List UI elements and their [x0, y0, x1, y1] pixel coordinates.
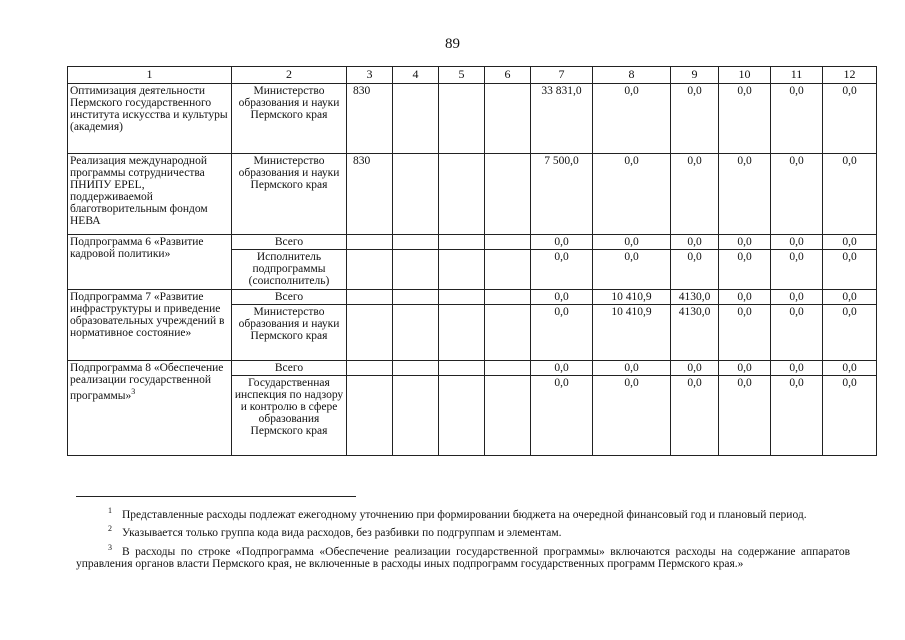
empty-cell: [347, 235, 393, 250]
value-cell: 0,0: [771, 376, 823, 456]
value-cell: 0,0: [771, 154, 823, 235]
footnote-number: 3: [108, 542, 112, 552]
value-cell: 0,0: [823, 361, 877, 376]
table-row: [68, 154, 877, 235]
empty-cell: [393, 361, 439, 376]
empty-cell: [439, 235, 485, 250]
footnote-text: Представленные расходы подлежат ежегодному уточнению при формировании бюджета на очередной финансовый год и плановый период.: [122, 508, 807, 521]
column-header: 11: [771, 67, 823, 84]
empty-cell: [393, 305, 439, 361]
executor: Министерство образования и науки Пермского края: [232, 84, 347, 154]
empty-cell: [393, 376, 439, 456]
code-cell: 830: [347, 154, 393, 235]
value-cell: 4130,0: [671, 305, 719, 361]
empty-cell: [393, 250, 439, 290]
empty-cell: [393, 154, 439, 235]
column-header: 7: [531, 67, 593, 84]
program-name: Оптимизация деятельности Пермского государственного института искусства и культуры (академия): [68, 84, 232, 154]
value-cell: 0,0: [593, 250, 671, 290]
column-header: 2: [232, 67, 347, 84]
page-number: 89: [445, 36, 460, 52]
table-row: [68, 235, 877, 250]
executor: Министерство образования и науки Пермского края: [232, 154, 347, 235]
value-cell: 0,0: [719, 250, 771, 290]
value-cell: 7 500,0: [531, 154, 593, 235]
value-cell: 0,0: [719, 361, 771, 376]
empty-cell: [439, 250, 485, 290]
executor: Всего: [232, 235, 347, 250]
executor: Всего: [232, 290, 347, 305]
empty-cell: [485, 376, 531, 456]
value-cell: 0,0: [771, 84, 823, 154]
empty-cell: [393, 235, 439, 250]
value-cell: 0,0: [671, 84, 719, 154]
value-cell: 0,0: [531, 235, 593, 250]
subprogram-name: Подпрограмма 6 «Развитие кадровой политики»: [68, 235, 232, 290]
empty-cell: [485, 154, 531, 235]
empty-cell: [347, 376, 393, 456]
value-cell: 0,0: [719, 290, 771, 305]
value-cell: 0,0: [771, 250, 823, 290]
value-cell: 0,0: [531, 305, 593, 361]
value-cell: 0,0: [771, 305, 823, 361]
value-cell: 0,0: [771, 290, 823, 305]
value-cell: 0,0: [671, 235, 719, 250]
footnote-text: В расходы по строке «Подпрограмма «Обеспечение реализации государственной программы» включаются расходы на содержание аппаратов управления органов власти Пермского края, не включенные в расходы иных подпрограмм государственных программ Пермского края.»: [76, 545, 850, 570]
value-cell: 0,0: [593, 235, 671, 250]
value-cell: 4130,0: [671, 290, 719, 305]
empty-cell: [485, 250, 531, 290]
column-header: 8: [593, 67, 671, 84]
value-cell: 0,0: [823, 376, 877, 456]
code-cell: 830: [347, 84, 393, 154]
value-cell: 0,0: [719, 376, 771, 456]
value-cell: 0,0: [823, 235, 877, 250]
value-cell: 0,0: [593, 361, 671, 376]
value-cell: 0,0: [771, 235, 823, 250]
empty-cell: [439, 290, 485, 305]
footnote-text: Указывается только группа кода вида расходов, без разбивки по подгруппам и элементам.: [122, 527, 562, 540]
subprogram-name: Подпрограмма 7 «Развитие инфраструктуры и приведение образовательных учреждений в нормативное состояние»: [68, 290, 232, 361]
footnote-ref: 3: [131, 387, 136, 396]
value-cell: 0,0: [823, 154, 877, 235]
value-cell: 0,0: [593, 84, 671, 154]
empty-cell: [439, 376, 485, 456]
value-cell: 0,0: [719, 235, 771, 250]
value-cell: 0,0: [823, 250, 877, 290]
column-header: 1: [68, 67, 232, 84]
value-cell: 0,0: [771, 361, 823, 376]
value-cell: 0,0: [531, 361, 593, 376]
footnote: [76, 505, 850, 521]
empty-cell: [485, 235, 531, 250]
value-cell: 0,0: [593, 154, 671, 235]
executor: Всего: [232, 361, 347, 376]
column-header: 9: [671, 67, 719, 84]
empty-cell: [393, 84, 439, 154]
subprogram-name: Подпрограмма 8 «Обеспечение реализации государственной программы»$^3$: [68, 361, 232, 456]
empty-cell: [439, 154, 485, 235]
value-cell: 33 831,0: [531, 84, 593, 154]
value-cell: 0,0: [719, 84, 771, 154]
empty-cell: [347, 250, 393, 290]
value-cell: 0,0: [671, 154, 719, 235]
value-cell: 0,0: [823, 290, 877, 305]
footnote: [76, 523, 850, 539]
footnotes: [76, 496, 850, 572]
executor: Исполнитель подпрограммы (соисполнитель): [232, 250, 347, 290]
empty-cell: [439, 305, 485, 361]
empty-cell: [485, 84, 531, 154]
table-header-row: [68, 67, 877, 84]
value-cell: 0,0: [531, 290, 593, 305]
empty-cell: [393, 290, 439, 305]
value-cell: 10 410,9: [593, 290, 671, 305]
budget-table: [67, 66, 877, 456]
column-header: 12: [823, 67, 877, 84]
value-cell: 0,0: [719, 305, 771, 361]
empty-cell: [439, 361, 485, 376]
column-header: 3: [347, 67, 393, 84]
value-cell: 0,0: [671, 250, 719, 290]
empty-cell: [485, 305, 531, 361]
column-header: 10: [719, 67, 771, 84]
table-row: [68, 361, 877, 376]
executor: Министерство образования и науки Пермского края: [232, 305, 347, 361]
empty-cell: [347, 305, 393, 361]
value-cell: 0,0: [531, 250, 593, 290]
column-header: 6: [485, 67, 531, 84]
table-row: [68, 84, 877, 154]
value-cell: 0,0: [719, 154, 771, 235]
footnote: [76, 542, 850, 571]
table-row: [68, 290, 877, 305]
empty-cell: [439, 84, 485, 154]
column-header: 5: [439, 67, 485, 84]
value-cell: 0,0: [593, 376, 671, 456]
empty-cell: [347, 361, 393, 376]
value-cell: 0,0: [671, 376, 719, 456]
value-cell: 0,0: [531, 376, 593, 456]
empty-cell: [485, 290, 531, 305]
footnote-divider: [76, 496, 356, 497]
value-cell: 0,0: [823, 84, 877, 154]
value-cell: 0,0: [823, 305, 877, 361]
empty-cell: [485, 361, 531, 376]
column-header: 4: [393, 67, 439, 84]
footnote-number: 2: [108, 524, 112, 534]
footnote-number: 1: [108, 506, 112, 515]
value-cell: 0,0: [671, 361, 719, 376]
executor: Государственная инспекция по надзору и контролю в сфере образования Пермского края: [232, 376, 347, 456]
empty-cell: [347, 290, 393, 305]
value-cell: 10 410,9: [593, 305, 671, 361]
program-name: Реализация международной программы сотрудничества ПНИПУ EPEL, поддерживаемой благотворительным фондом НЕВА: [68, 154, 232, 235]
